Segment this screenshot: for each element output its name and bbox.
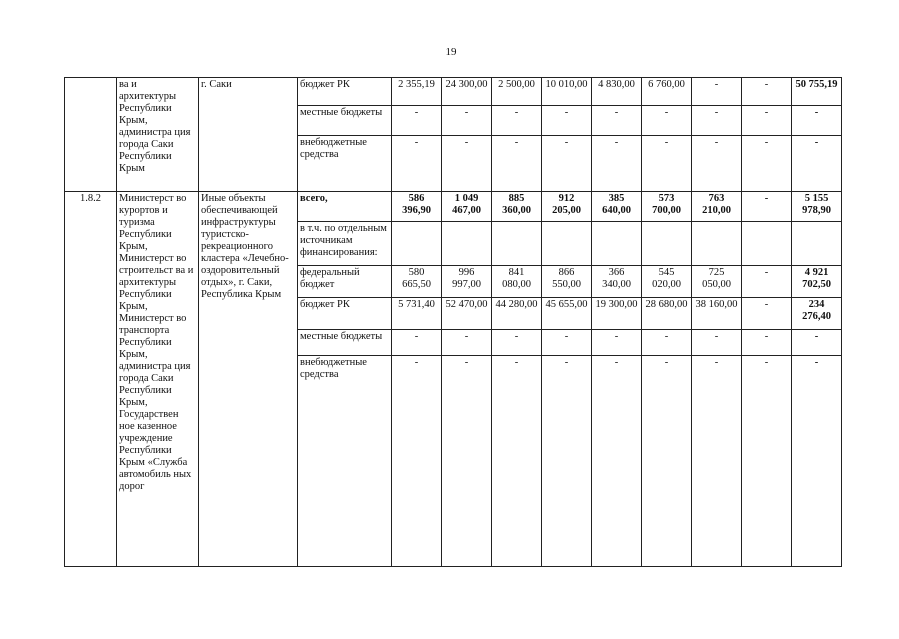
value-cell: 19 300,00: [592, 298, 642, 330]
value-cell: 580 665,50: [392, 266, 442, 298]
value-cell: [542, 222, 592, 266]
value-cell: [742, 222, 792, 266]
object-cell: Иные объекты обеспечивающей инфраструктуры туристско-рекреационного кластера «Лечебно-оздоровительный отдых», г. Саки, Республика Крым: [199, 192, 298, 567]
value-cell: 4 830,00: [592, 78, 642, 106]
value-cell: -: [742, 356, 792, 567]
value-cell: 28 680,00: [642, 298, 692, 330]
table-row: [65, 78, 842, 106]
value-cell: 45 655,00: [542, 298, 592, 330]
value-cell: -: [742, 298, 792, 330]
value-cell: 38 160,00: [692, 298, 742, 330]
value-cell: -: [392, 136, 442, 192]
value-cell: 10 010,00: [542, 78, 592, 106]
funding-source: в т.ч. по отдельным источникам финансирования:: [298, 222, 392, 266]
table-row: [65, 192, 842, 222]
value-cell: -: [642, 330, 692, 356]
value-cell: [392, 222, 442, 266]
value-cell: -: [692, 330, 742, 356]
executor-cell: ва и архитектуры Республики Крым, администра ция города Саки Республики Крым: [117, 78, 199, 192]
value-cell: -: [392, 106, 442, 136]
value-cell: 50 755,19: [792, 78, 842, 106]
value-cell: [442, 222, 492, 266]
value-cell: 52 470,00: [442, 298, 492, 330]
funding-source: местные бюджеты: [298, 106, 392, 136]
value-cell: -: [742, 106, 792, 136]
funding-source: внебюджетные средства: [298, 356, 392, 567]
funding-source: всего,: [298, 192, 392, 222]
budget-table: [64, 77, 842, 567]
value-cell: 725 050,00: [692, 266, 742, 298]
value-cell: 841 080,00: [492, 266, 542, 298]
object-cell: г. Саки: [199, 78, 298, 192]
value-cell: -: [492, 356, 542, 567]
value-cell: 996 997,00: [442, 266, 492, 298]
funding-source: бюджет РК: [298, 78, 392, 106]
value-cell: 234 276,40: [792, 298, 842, 330]
value-cell: 866 550,00: [542, 266, 592, 298]
value-cell: [792, 222, 842, 266]
value-cell: [592, 222, 642, 266]
value-cell: -: [742, 78, 792, 106]
value-cell: -: [792, 106, 842, 136]
funding-source: внебюджетные средства: [298, 136, 392, 192]
value-cell: -: [642, 106, 692, 136]
value-cell: 5 731,40: [392, 298, 442, 330]
value-cell: -: [792, 356, 842, 567]
value-cell: -: [692, 136, 742, 192]
value-cell: 912 205,00: [542, 192, 592, 222]
value-cell: -: [592, 330, 642, 356]
value-cell: 2 355,19: [392, 78, 442, 106]
value-cell: -: [442, 356, 492, 567]
value-cell: 4 921 702,50: [792, 266, 842, 298]
value-cell: -: [542, 330, 592, 356]
row-number: 1.8.2: [65, 192, 117, 567]
funding-source: бюджет РК: [298, 298, 392, 330]
value-cell: [642, 222, 692, 266]
executor-cell: Министерст во курортов и туризма Республики Крым, Министерст во строительст ва и архитектуры Республики Крым, Министерст во транспорта Республики Крым, администра ция города Саки Республики Крым, Государствен ное казенное учреждение Республики Крым «Служба автомобиль ных дорог: [117, 192, 199, 567]
value-cell: 586 396,90: [392, 192, 442, 222]
value-cell: 1 049 467,00: [442, 192, 492, 222]
value-cell: [492, 222, 542, 266]
value-cell: -: [542, 136, 592, 192]
value-cell: -: [592, 136, 642, 192]
value-cell: -: [742, 192, 792, 222]
page-number: 19: [445, 46, 457, 58]
value-cell: -: [442, 136, 492, 192]
value-cell: -: [792, 330, 842, 356]
value-cell: 763 210,00: [692, 192, 742, 222]
value-cell: 6 760,00: [642, 78, 692, 106]
value-cell: -: [492, 136, 542, 192]
value-cell: 44 280,00: [492, 298, 542, 330]
value-cell: -: [542, 106, 592, 136]
value-cell: 5 155 978,90: [792, 192, 842, 222]
value-cell: -: [692, 106, 742, 136]
value-cell: 545 020,00: [642, 266, 692, 298]
row-number: [65, 78, 117, 192]
value-cell: 24 300,00: [442, 78, 492, 106]
value-cell: 385 640,00: [592, 192, 642, 222]
value-cell: -: [592, 106, 642, 136]
value-cell: -: [492, 330, 542, 356]
value-cell: 573 700,00: [642, 192, 692, 222]
value-cell: 366 340,00: [592, 266, 642, 298]
value-cell: -: [442, 330, 492, 356]
value-cell: -: [592, 356, 642, 567]
value-cell: -: [642, 136, 692, 192]
funding-source: местные бюджеты: [298, 330, 392, 356]
value-cell: -: [792, 136, 842, 192]
value-cell: -: [492, 106, 542, 136]
value-cell: -: [442, 106, 492, 136]
value-cell: [692, 222, 742, 266]
value-cell: 885 360,00: [492, 192, 542, 222]
value-cell: -: [542, 356, 592, 567]
funding-source: федеральный бюджет: [298, 266, 392, 298]
value-cell: -: [692, 356, 742, 567]
value-cell: -: [742, 330, 792, 356]
value-cell: -: [642, 356, 692, 567]
value-cell: -: [742, 136, 792, 192]
value-cell: -: [692, 78, 742, 106]
value-cell: -: [742, 266, 792, 298]
value-cell: -: [392, 330, 442, 356]
value-cell: 2 500,00: [492, 78, 542, 106]
value-cell: -: [392, 356, 442, 567]
